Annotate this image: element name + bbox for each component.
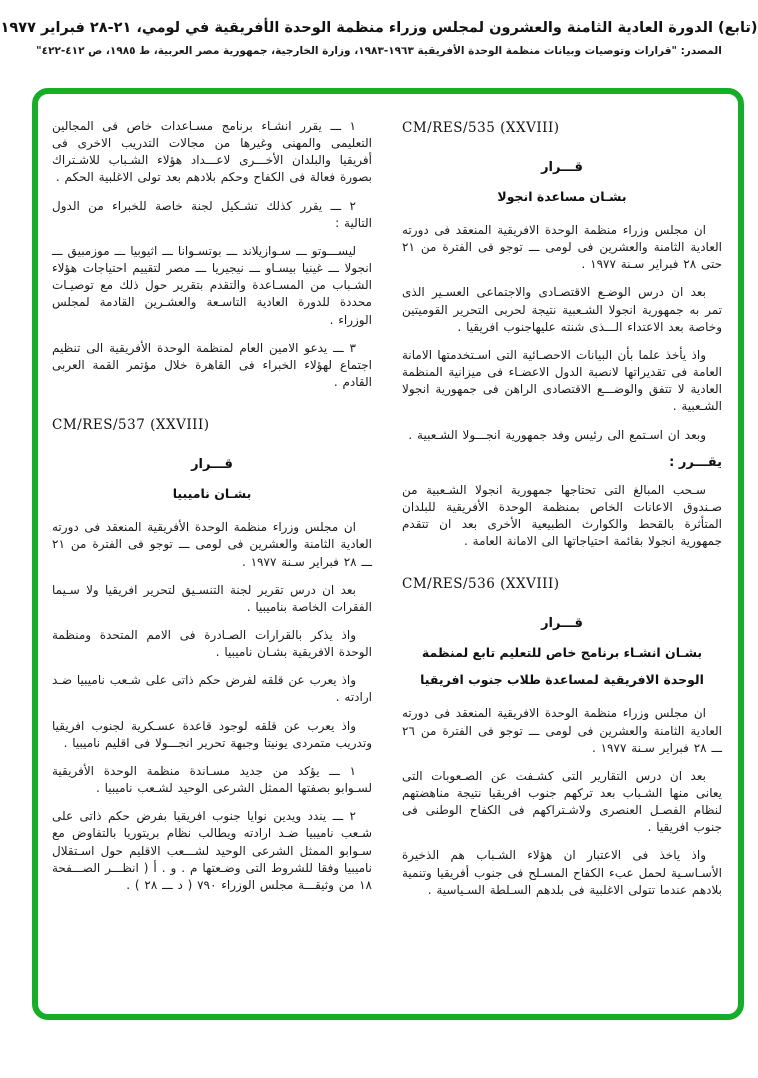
numbered-item: ٢ ـــ يقرر كذلك تشـكيل لجنة خاصة للخبراء من الدول التالية : — [52, 198, 372, 230]
source-citation: المصدر: "قرارات وتوصيات وبيانات منظمة الوحدة الأفريقية ١٩٦٣-١٩٨٣، وزارة الخارجية، جمهورية مصر العربية، ط ١٩٨٥، ص ٤١٢-٤٢٢" — [36, 45, 722, 57]
paragraph: واذ يأخذ علما بأن البيانات الاحصـائية التى اسـتخدمتها الامانة العامة فى تقديراتها لانصبة الدول الاعضـاء فى ميزانية المنظمة العادية لا تتفق والوضـــع الاقتصادى الراهن فى جمهورية انجولا الشـعبية . — [402, 347, 722, 414]
paragraph: وبعد ان اسـتمع الى رئيس وفد جمهورية انجـــولا الشـعبية . — [408, 427, 706, 442]
resolution-title-536: قـــرار — [541, 616, 583, 632]
resolution-title-537: قـــرار — [191, 457, 233, 473]
paragraph: واذ يعرب عن قلقه لوجود قاعدة عسـكرية لجنوب افريقيا وتدريب متمردى يونيتا وجبهة تحرير انجـــولا فى اقليم ناميبيا . — [52, 718, 372, 750]
decree-label: يقـــرر : — [669, 454, 722, 470]
numbered-item: ٣ ـــ يدعو الامين العام لمنظمة الوحدة الأفريقية الى تنظيم اجتماع لهؤلاء الخبراء فى القاهرة خلال مؤتمر القمة العربى القادم . — [52, 340, 372, 390]
paragraph: واذ يعرب عن قلقه لفرض حكم ذاتى على شـعب ناميبيا ضـد ارادته . — [52, 673, 372, 705]
paragraph: بعد ان درس تقرير لجنة التنسـيق لتحرير افريقيا ولا سـيما الفقرات الخاصة بناميبيا . — [52, 582, 372, 614]
country-list-paragraph: ليســـوتو ـــ سـوازيلاند ـــ بوتسـوانا ـــ اثيوبيا ـــ موزمبيق ـــ انجولا ـــ غينيا بيسـاو ـــ نيجيريا ـــ مصر لتقييم احتياجات هؤلاء الشـباب من المسـاعدة والتقدم بتقرير حول ذلك مع توصيـات محددة للدورة العادية التاسـعة والعشـرين القادمة لمجلس الوزراء . — [52, 243, 372, 327]
resolution-subject-536-line1: بشـان انشـاء برنامج خاص للتعليم تابع لمنظمة — [421, 645, 703, 661]
session-title: (تابع) الدورة العادية الثامنة والعشرون لمجلس وزراء منظمة الوحدة الأفريقية في لومي، ٢١-٢٨ فبراير ١٩٧٧ — [0, 20, 758, 36]
resolution-subject-537: بشـان ناميبيا — [172, 486, 252, 502]
resolution-code-537: CM/RES/537 (XXVIII) — [52, 417, 210, 434]
numbered-item: ٢ ـــ يندد ويدين نوايا جنوب افريقيا بفرض حكم ذاتى على شـعب ناميبيا ضـد ارادته ويطالب نظام بريتوريا بالتفاوض مع سـوابو الممثل الشرعى الوحيد لشـــعب الاقليم حول اسـتقلال ناميبيا وفقا للشروط التى وضـعتها م . و . أ ( انظـــر الصـــفحة ١٨ من وثيقـــة مجلس الوزراء ٧٩٠ ( د ـــ ٢٨ ) . — [52, 809, 372, 892]
resolution-code-535: CM/RES/535 (XXVIII) — [402, 120, 560, 136]
paragraph: ان مجلس وزراء منظمة الوحدة الافريقية المنعقد فى دورته العادية الثامنة والعشرين فى لومى ـــ توجو فى الفترة من ٢٦ ـــ ٢٨ فبراير سـنة ١٩٧٧ . — [402, 706, 722, 755]
resolution-title-535: قـــرار — [541, 160, 583, 175]
paragraph: واذ يذكر بالقرارات الصـادرة فى الامم المتحدة ومنظمة الوحدة الافريقية بشـان ناميبيا . — [52, 627, 372, 660]
paragraph: بعد ان درس التقارير التى كشـفت عن الصـعوبات التى يعانى منها الشـباب بعد تركهم جنوب افريقيا نتيجة مناهضتهم لنظام الفصـل العنصرى ولاشـتراكهم فى الكفاح الوطنى فى جنوب افريقيا . — [402, 768, 722, 835]
numbered-item: ١ ـــ يقرر انشـاء برنامج مسـاعدات خاص فى المجالين التعليمى والمهنى وغيرها من مجالات التدريب الاخرى فى أفريقيا والبلدان الأخـــرى لاعـــداد هؤلاء الشـباب للاشـتراك بصورة فعالة فى الكفاح وحكم بلادهم بعد تولى الاغلبية الحكم . — [52, 119, 372, 185]
paragraph: ان مجلس وزراء منظمة الوحدة الافريقية المنعقد فى دورته العادية الثامنة والعشرين فى لومى ـــ توجو فى الفترة من ٢١ حتى ٢٨ فبراير سـنة ١٩٧٧ . — [402, 223, 722, 272]
column-left — [52, 118, 372, 996]
paragraph: بعد ان درس الوضـع الاقتصـادى والاجتماعى العسـير الذى تمر به جمهورية انجولا الشـعبية نتيجة لحربى التحرير القوميتين وخاصة بعد الاعتداء الـــذى شنته عليهاجنوب افريقيا . — [402, 285, 722, 334]
resolution-subject-536-line2: الوحدة الافريقية لمساعدة طلاب جنوب افريقيا — [420, 672, 704, 688]
paragraph: ان مجلس وزراء منظمة الوحدة الأفريقية المنعقد فى دورته العادية الثامنة والعشرين فى لومى ـــ توجو فى الفترة من ٢١ ـــ ٢٨ فبراير سـنة ١٩٧٧ . — [52, 520, 372, 569]
resolution-subject-535: بشـان مساعدة انجولا — [497, 189, 627, 204]
resolution-code-536: CM/RES/536 (XXVIII) — [402, 576, 560, 593]
paragraph: واذ ياخذ فى الاعتبار ان هؤلاء الشـباب هم الذخيرة الأسـاسـية لحمل عبء الكفاح المسـلح فى جنوب أفريقيا وتنمية بلادهم عندما تتولى الاغلبية فى بلدهم السـلطة السـياسية . — [402, 848, 722, 897]
paragraph: سـحب المبالغ التى تحتاجها جمهورية انجولا الشـعبية من صـندوق الاعانات الخاص بمنظمة الوحدة الأفريقية للبلدان المتأثرة بالقحط والكوارث الطبيعية الأخرى بعد ان تتقدم جمهورية انجولا بقائمة احتياجاتها الى الامانة العامة . — [402, 482, 722, 549]
numbered-item: ١ ـــ يؤكد من جديد مسـاندة منظمة الوحدة الأفريقية لسـوابو بصفتها الممثل الشرعى الوحيد لشـعب ناميبيا . — [52, 763, 372, 796]
page-header — [0, 20, 758, 57]
green-border-frame — [32, 88, 744, 1020]
column-right — [402, 118, 722, 996]
